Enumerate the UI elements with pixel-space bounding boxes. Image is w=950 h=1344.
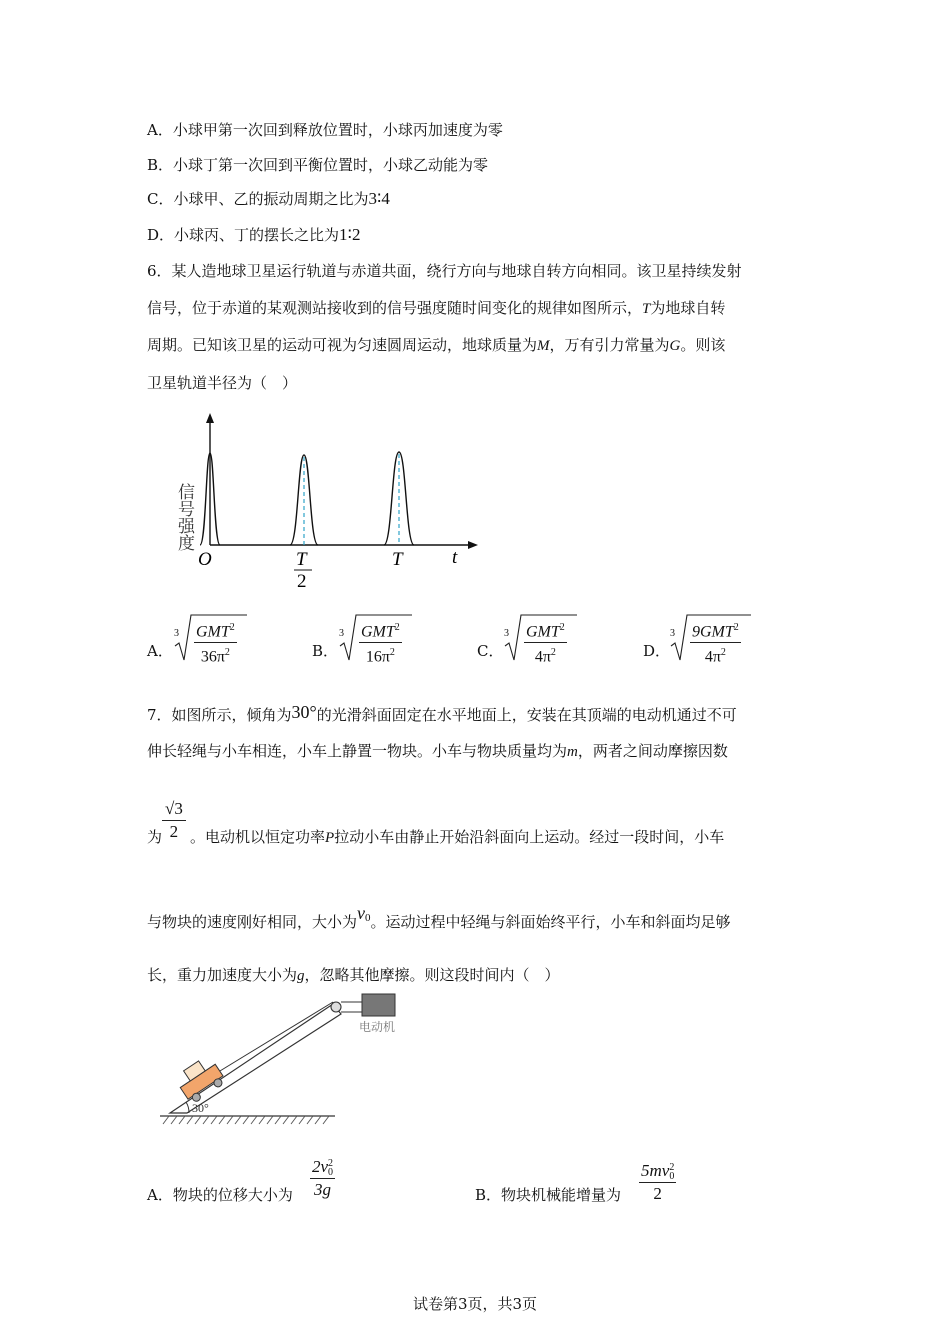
- symbol-m: m: [567, 744, 578, 760]
- q7-option-b-numerator: [639, 1160, 676, 1183]
- q7-option-b-denominator: 2: [653, 1184, 662, 1203]
- text: 拉动小车由静止开始沿斜面向上运动。经过一段时间，小车: [334, 828, 725, 846]
- option-label: B．: [147, 156, 174, 174]
- option-label: B．: [312, 642, 339, 660]
- root-index: 3: [174, 628, 179, 639]
- fraction-numerator: [524, 618, 567, 643]
- q7-line-3: [190, 826, 724, 847]
- subscript: 0: [328, 1167, 334, 1179]
- text: 信号，位于赤道的某观测站接收到的信号强度随时间变化的规律如图所示，: [147, 299, 643, 317]
- angle-value: 30°: [291, 702, 317, 722]
- numerator-exponent: 2: [394, 622, 400, 633]
- rope: [215, 1002, 333, 1074]
- fraction-denominator: [690, 643, 741, 667]
- symbol-M: M: [537, 338, 550, 354]
- fraction-denominator: [194, 643, 237, 667]
- q7-option-b: [475, 1184, 621, 1205]
- sup-sub: [669, 1163, 674, 1181]
- period-label: T: [392, 549, 403, 570]
- angle-label: 30°: [192, 1101, 209, 1115]
- q7-option-a: [147, 1184, 293, 1205]
- text: 与物块的速度刚好相同，大小为: [147, 913, 358, 931]
- denominator-exponent: 2: [224, 647, 230, 659]
- root-index: 3: [339, 628, 344, 639]
- symbol-G: G: [669, 338, 681, 354]
- q6-line-3: [147, 334, 725, 355]
- numerator-text: 5mv: [641, 1161, 670, 1180]
- mu-denominator: 2: [169, 822, 179, 841]
- symbol-T: T: [642, 301, 651, 317]
- q7-line-2: [147, 740, 728, 761]
- subscript: 0: [669, 1171, 675, 1183]
- motor-box: [362, 994, 395, 1016]
- superscript: 2: [328, 1158, 334, 1170]
- q5-option-a: [147, 119, 503, 140]
- text: 的光滑斜面固定在水平地面上，安装在其顶端的电动机通过不可: [316, 706, 737, 724]
- text: 7．如图所示，倾角为: [147, 706, 292, 724]
- option-text: 小球甲第一次回到释放位置时，小球丙加速度为零: [172, 121, 503, 139]
- q6-line-4: 卫星轨道半径为（ ）: [147, 374, 298, 392]
- text: ，两者之间动摩擦因数: [577, 742, 728, 760]
- cart-group: [174, 1054, 227, 1105]
- y-axis-arrow: [206, 413, 214, 423]
- fraction-denominator: [524, 643, 567, 667]
- denominator-exponent: 2: [720, 647, 726, 659]
- ratio: 3∶4: [368, 189, 390, 208]
- fraction-denominator: [359, 643, 402, 667]
- q7-option-a-fraction: [310, 1156, 335, 1201]
- root-index: 3: [670, 628, 675, 639]
- y-axis-label: 信号强度: [174, 483, 194, 551]
- motor-label: 电动机: [359, 1020, 396, 1034]
- subscript-0: 0: [365, 912, 371, 924]
- option-text: 小球丁第一次回到平衡位置时，小球乙动能为零: [173, 156, 489, 174]
- text: 为地球自转: [650, 299, 726, 317]
- x-axis-arrow: [468, 541, 478, 549]
- q7-option-b-fraction: [639, 1160, 676, 1205]
- radicand-fraction: [359, 618, 402, 668]
- text: 。则该: [680, 336, 726, 354]
- denominator-text: 4π: [704, 648, 721, 666]
- fraction-numerator: [359, 618, 402, 643]
- option-label: C．: [147, 190, 174, 208]
- page-footer: 试卷第3页，共3页: [412, 1295, 538, 1313]
- q7-option-a-numerator: [310, 1156, 335, 1179]
- denominator-exponent: 2: [550, 647, 556, 659]
- numerator-exponent: 2: [733, 622, 739, 633]
- text: 伸长轻绳与小车相连，小车上静置一物块。小车与物块质量均为: [147, 742, 568, 760]
- denominator-text: 4π: [534, 648, 551, 666]
- numerator-exponent: 2: [559, 622, 565, 633]
- fraction-numerator: [690, 618, 741, 643]
- q7-option-a-denominator: 3g: [314, 1180, 332, 1199]
- option-label: A．: [147, 1186, 173, 1204]
- origin-label: O: [198, 549, 212, 570]
- mu-fraction: [162, 798, 186, 843]
- q5-option-c: [147, 188, 390, 209]
- text: ，万有引力常量为: [549, 336, 670, 354]
- radicand-fraction: [194, 618, 237, 668]
- q6-line-1: 6．某人造地球卫星运行轨道与赤道共面，绕行方向与地球自转方向相同。该卫星持续发射: [147, 262, 742, 280]
- option-label: B．: [475, 1186, 502, 1204]
- root-index: 3: [504, 628, 509, 639]
- option-label: A．: [147, 121, 173, 139]
- option-label: A．: [147, 642, 173, 660]
- numerator-text: GMT: [196, 623, 230, 641]
- half-period-denominator: 2: [297, 571, 307, 592]
- ground-hatching: [163, 1116, 329, 1124]
- text: 。运动过程中轻绳与斜面始终平行，小车和斜面均足够: [370, 913, 731, 931]
- symbol-g: g: [297, 968, 305, 984]
- mu-numerator: √3: [162, 798, 186, 821]
- text: 长，重力加速度大小为: [147, 966, 298, 984]
- option-text: 小球甲、乙的振动周期之比为: [173, 190, 369, 208]
- q5-option-b: [147, 154, 488, 175]
- numerator-text: GMT: [526, 623, 560, 641]
- q7-line-5: [147, 964, 560, 985]
- fraction-numerator: [194, 618, 237, 643]
- signal-strength-graph: [170, 405, 490, 595]
- option-label: D．: [147, 226, 175, 244]
- x-axis-label: t: [452, 547, 458, 568]
- text: 。电动机以恒定功率: [190, 828, 326, 846]
- pulley: [331, 1002, 341, 1012]
- denominator-exponent: 2: [389, 647, 395, 659]
- text: 周期。已知该卫星的运动可视为匀速圆周运动，地球质量为: [147, 336, 538, 354]
- option-label: D．: [643, 642, 671, 660]
- text: ，忽略其他摩擦。则这段时间内（ ）: [304, 966, 560, 984]
- q5-option-d: [147, 224, 360, 245]
- numerator-text: 9GMT: [692, 623, 734, 641]
- q7-line-3a: 为: [147, 828, 163, 846]
- numerator-text: 2v: [312, 1157, 329, 1176]
- incline-figure: [155, 990, 415, 1130]
- q7-line-1: [147, 702, 737, 725]
- option-label: C．: [477, 642, 504, 660]
- numerator-text: GMT: [361, 623, 395, 641]
- option-text: 物块的位移大小为: [172, 1186, 293, 1204]
- sup-sub: [328, 1159, 333, 1177]
- radicand-fraction: [690, 618, 741, 668]
- option-text: 小球丙、丁的摆长之比为: [174, 226, 340, 244]
- symbol-v: v: [357, 903, 366, 923]
- ratio: 1∶2: [339, 225, 361, 244]
- option-text: 物块机械能增量为: [501, 1186, 622, 1204]
- denominator-text: 36π: [200, 648, 225, 666]
- superscript: 2: [669, 1162, 675, 1174]
- denominator-text: 16π: [365, 648, 390, 666]
- q7-line-4: [147, 903, 731, 932]
- symbol-P: P: [325, 830, 335, 846]
- radicand-fraction: [524, 618, 567, 668]
- q6-line-2: [147, 297, 725, 318]
- half-period-numerator: T: [296, 549, 307, 570]
- numerator-exponent: 2: [229, 622, 235, 633]
